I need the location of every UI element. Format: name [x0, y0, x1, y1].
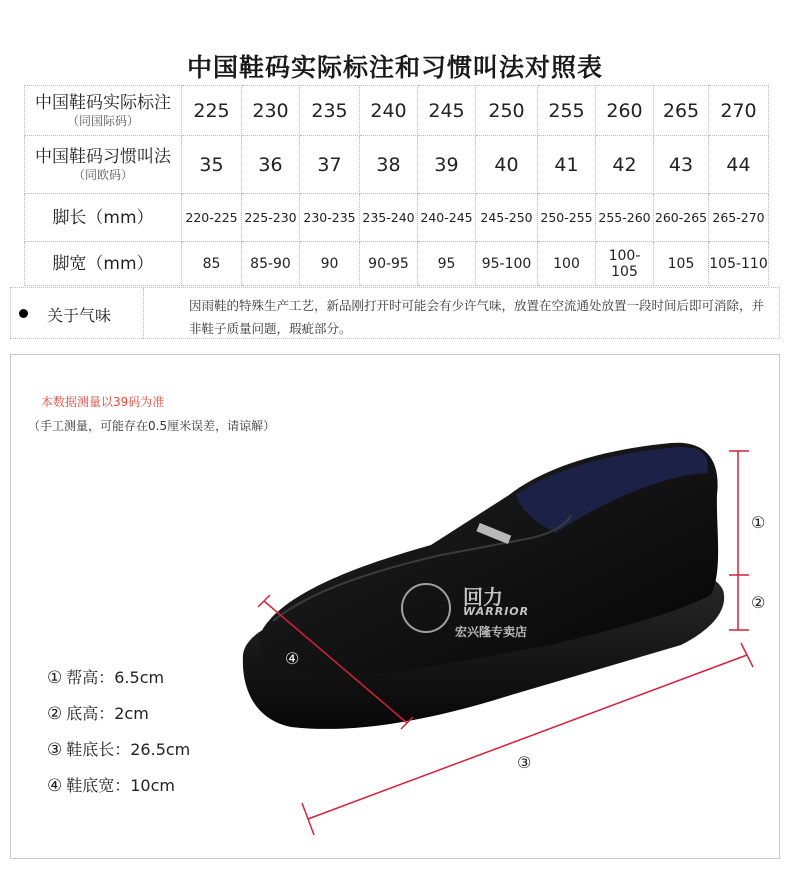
table-row: [25, 136, 769, 194]
table-row: [25, 242, 769, 286]
table-cell: 100: [538, 242, 596, 286]
row-label: 中国鞋码实际标注 （同国际码）: [25, 86, 182, 136]
table-cell: 85-90: [242, 242, 300, 286]
table-cell: 41: [538, 136, 596, 194]
table-cell: 235-240: [360, 194, 418, 242]
table-row: [25, 194, 769, 242]
note-label-cell: [11, 288, 144, 338]
row-label: 脚宽（mm）: [25, 242, 182, 286]
table-cell: 40: [476, 136, 538, 194]
spec-item-upper-height: ① 帮高：6.5cm: [47, 668, 165, 688]
table-cell: 100-105: [596, 242, 654, 286]
table-cell: 42: [596, 136, 654, 194]
spec-item-sole-length: ③ 鞋底长：26.5cm: [47, 740, 191, 760]
table-cell: 105: [654, 242, 709, 286]
table-cell: 39: [418, 136, 476, 194]
row-label: 脚长（mm）: [25, 194, 182, 242]
measure-basis-note: 本数据测量以39码为准: [41, 395, 165, 409]
page-title: 中国鞋码实际标注和习惯叫法对照表: [186, 53, 603, 82]
table-cell: 38: [360, 136, 418, 194]
table-cell: 265-270: [709, 194, 769, 242]
table-cell: 105-110: [709, 242, 769, 286]
table-cell: 85: [182, 242, 242, 286]
measure-error-note: （手工测量，可能存在0.5厘米误差，请谅解）: [28, 419, 276, 433]
marker-2: ②: [751, 593, 766, 612]
odor-note: [10, 287, 780, 339]
table-cell: 95-100: [476, 242, 538, 286]
table-cell: 36: [242, 136, 300, 194]
table-cell: 245: [418, 86, 476, 136]
table-cell: 250: [476, 86, 538, 136]
table-cell: 235: [300, 86, 360, 136]
table-cell: 255-260: [596, 194, 654, 242]
table-cell: 44: [709, 136, 769, 194]
marker-1: ①: [751, 513, 766, 532]
store-name: 宏兴隆专卖店: [455, 625, 528, 639]
table-cell: 225-230: [242, 194, 300, 242]
table-cell: 230: [242, 86, 300, 136]
table-cell: 270: [709, 86, 769, 136]
table-cell: 43: [654, 136, 709, 194]
table-cell: 245-250: [476, 194, 538, 242]
table-row: [25, 86, 769, 136]
row-label: 中国鞋码习惯叫法 （同欧码）: [25, 136, 182, 194]
table-cell: 220-225: [182, 194, 242, 242]
table-cell: 37: [300, 136, 360, 194]
table-cell: 255: [538, 86, 596, 136]
measurement-panel: [10, 354, 780, 859]
table-cell: 95: [418, 242, 476, 286]
table-cell: 225: [182, 86, 242, 136]
table-cell: 35: [182, 136, 242, 194]
table-cell: 240-245: [418, 194, 476, 242]
marker-4: ④: [285, 649, 300, 668]
spec-item-sole-width: ④ 鞋底宽：10cm: [47, 776, 175, 796]
table-cell: 90-95: [360, 242, 418, 286]
note-text: 因雨鞋的特殊生产工艺，新品刚打开时可能会有少许气味，放置在空流通处放置一段时间后即可消除，并非鞋子质量问题，瑕疵部分。: [189, 298, 765, 336]
spec-item-sole-height: ② 底高：2cm: [47, 704, 149, 724]
table-cell: 230-235: [300, 194, 360, 242]
table-cell: 260-265: [654, 194, 709, 242]
table-cell: 90: [300, 242, 360, 286]
size-table: [24, 85, 769, 286]
bullet-icon: [19, 309, 28, 318]
note-label: 关于气味: [47, 306, 112, 325]
marker-3: ③: [517, 753, 532, 772]
table-cell: 265: [654, 86, 709, 136]
table-cell: 260: [596, 86, 654, 136]
table-cell: 250-255: [538, 194, 596, 242]
brand-logo-icon: [401, 583, 451, 633]
brand-name-en: WARRIOR: [463, 605, 530, 618]
brand-name: 回力: [463, 585, 503, 609]
table-cell: 240: [360, 86, 418, 136]
